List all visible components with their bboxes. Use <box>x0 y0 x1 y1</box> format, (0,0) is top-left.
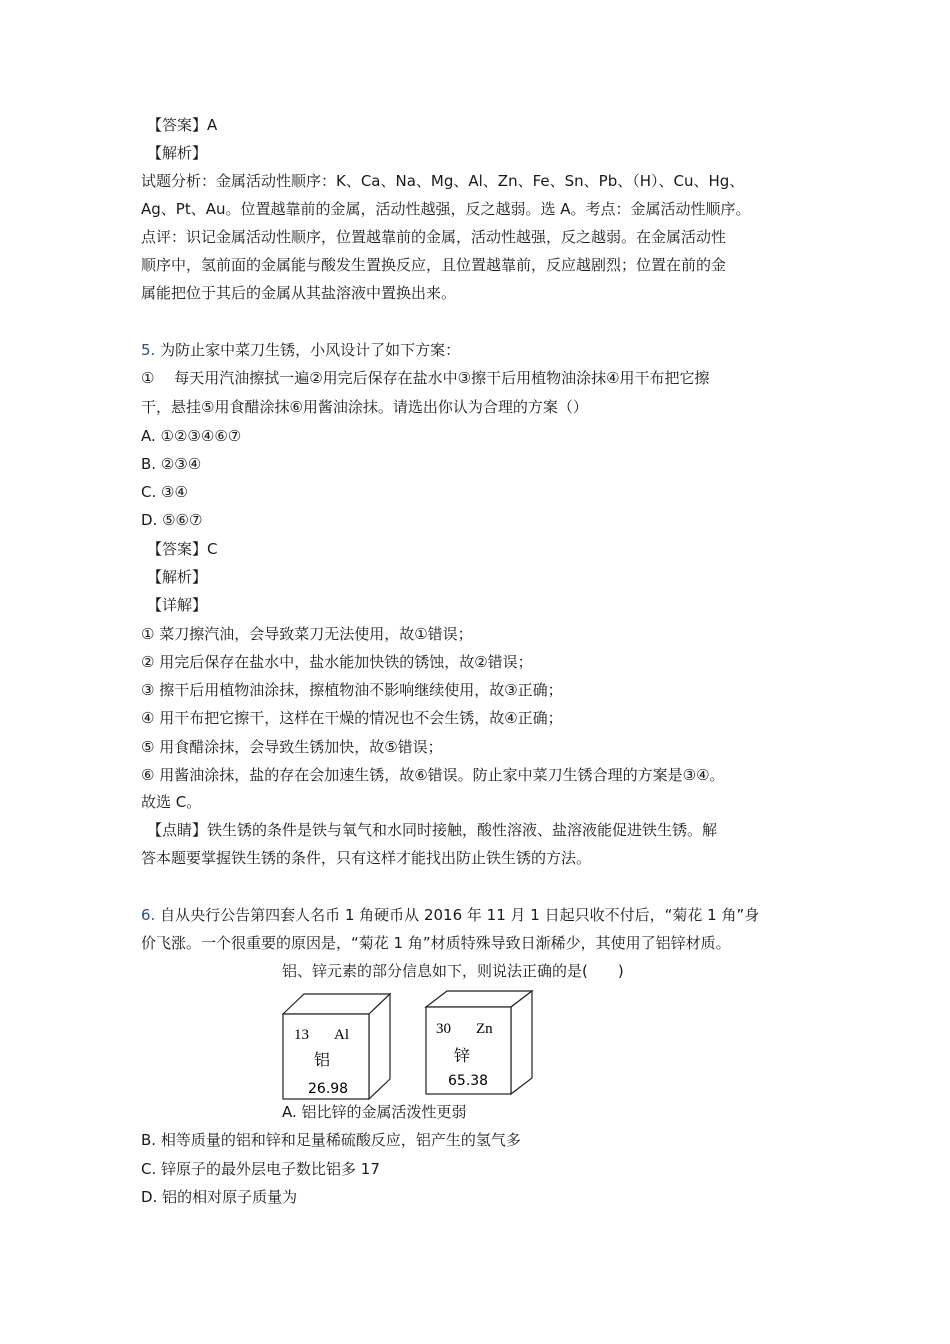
q5-detail-line: 故选 C。 <box>141 793 202 811</box>
q5-option-c: C. ③④ <box>141 483 188 501</box>
q5-stem-text: 为防止家中菜刀生锈，小风设计了如下方案： <box>160 341 461 359</box>
q5-analysis-header: 【解析】 <box>147 568 208 586</box>
q6-figure-caption: 铝、锌元素的部分信息如下，则说法正确的是( ) <box>282 962 624 980</box>
q6-stem <box>141 905 759 925</box>
q6-stem-line: 价飞涨。一个很重要的原因是，“菊花 1 角”材质特殊导致日渐稀少，其使用了铝锌材质。 <box>141 934 731 952</box>
q5-detail-line: ① 菜刀擦汽油，会导致菜刀无法使用，故①错误； <box>141 625 473 643</box>
q6-option-a: A. 铝比锌的金属活泼性更弱 <box>282 1103 467 1121</box>
al-mass: 26.98 <box>308 1081 349 1097</box>
q4-analysis-line: 顺序中，氢前面的金属能与酸发生置换反应，且位置越靠前，反应越剧烈；位置在前的金 <box>141 256 727 274</box>
q4-analysis-line: 试题分析：金属活动性顺序：K、Ca、Na、Mg、Al、Zn、Fe、Sn、Pb、（H）、Cu、Hg、 <box>141 172 745 190</box>
q5-number: 5. <box>141 341 156 359</box>
q6-option-c: C. 锌原子的最外层电子数比铝多 17 <box>141 1160 380 1178</box>
aluminium-cube <box>283 994 390 1099</box>
q6-number: 6. <box>141 906 156 924</box>
q6-option-b: B. 相等质量的铝和锌和足量稀硫酸反应，铝产生的氢气多 <box>141 1131 521 1149</box>
q5-comment-line: 【点睛】铁生锈的条件是铁与氧气和水同时接触，酸性溶液、盐溶液能促进铁生锈。解 <box>147 821 718 839</box>
al-atomic-number: 13 <box>294 1027 309 1043</box>
zn-mass: 65.38 <box>448 1073 489 1089</box>
q5-answer: 【答案】C <box>147 540 218 558</box>
q4-analysis-line: 点评：识记金属活动性顺序，位置越靠前的金属，活动性越强，反之越弱。在金属活动性 <box>141 228 727 246</box>
q5-detail-header: 【详解】 <box>147 596 208 614</box>
q5-body-line: ① 每天用汽油擦拭一遍②用完后保存在盐水中③擦干后用植物油涂抹④用干布把它擦 <box>141 369 710 387</box>
q4-answer: 【答案】A <box>147 116 218 134</box>
q4-analysis-line: Ag、Pt、Au。位置越靠前的金属，活动性越强，反之越弱。选 A。考点：金属活动性顺序。 <box>141 200 751 218</box>
q5-detail-line: ③ 擦干后用植物油涂抹，擦植物油不影响继续使用，故③正确； <box>141 681 563 699</box>
q5-detail-line: ② 用完后保存在盐水中，盐水能加快铁的锈蚀，故②错误； <box>141 653 533 671</box>
al-symbol: Al <box>334 1027 349 1043</box>
zinc-cube <box>426 991 532 1094</box>
q4-analysis-header: 【解析】 <box>147 144 208 162</box>
q5-body-line: 干，悬挂⑤用食醋涂抹⑥用酱油涂抹。请选出你认为合理的方案（） <box>141 398 588 416</box>
zn-symbol: Zn <box>476 1021 493 1037</box>
element-info-figure <box>282 990 542 1102</box>
q5-option-a: A. ①②③④⑥⑦ <box>141 427 242 445</box>
q6-stem-text: 自从央行公告第四套人名币 1 角硬币从 2016 年 11 月 1 日起只收不付后，“菊花 1 角”身 <box>160 906 760 924</box>
zn-atomic-number: 30 <box>436 1021 451 1037</box>
q5-detail-line: ④ 用干布把它擦干，这样在干燥的情况也不会生锈，故④正确； <box>141 709 563 727</box>
q5-option-d: D. ⑤⑥⑦ <box>141 511 203 529</box>
q5-option-b: B. ②③④ <box>141 455 202 473</box>
element-cubes <box>282 990 542 1102</box>
q5-comment-line: 答本题要掌握铁生锈的条件，只有这样才能找出防止铁生锈的方法。 <box>141 849 592 867</box>
q5-stem <box>141 340 460 360</box>
q4-analysis-line: 属能把位于其后的金属从其盐溶液中置换出来。 <box>141 284 457 302</box>
al-name: 铝 <box>314 1050 331 1069</box>
q6-option-d: D. 铝的相对原子质量为 <box>141 1188 298 1206</box>
zn-name: 锌 <box>454 1046 471 1065</box>
q5-detail-line: ⑤ 用食醋涂抹，会导致生锈加快，故⑤错误； <box>141 738 443 756</box>
q5-detail-line: ⑥ 用酱油涂抹，盐的存在会加速生锈，故⑥错误。防止家中菜刀生锈合理的方案是③④。 <box>141 766 725 784</box>
